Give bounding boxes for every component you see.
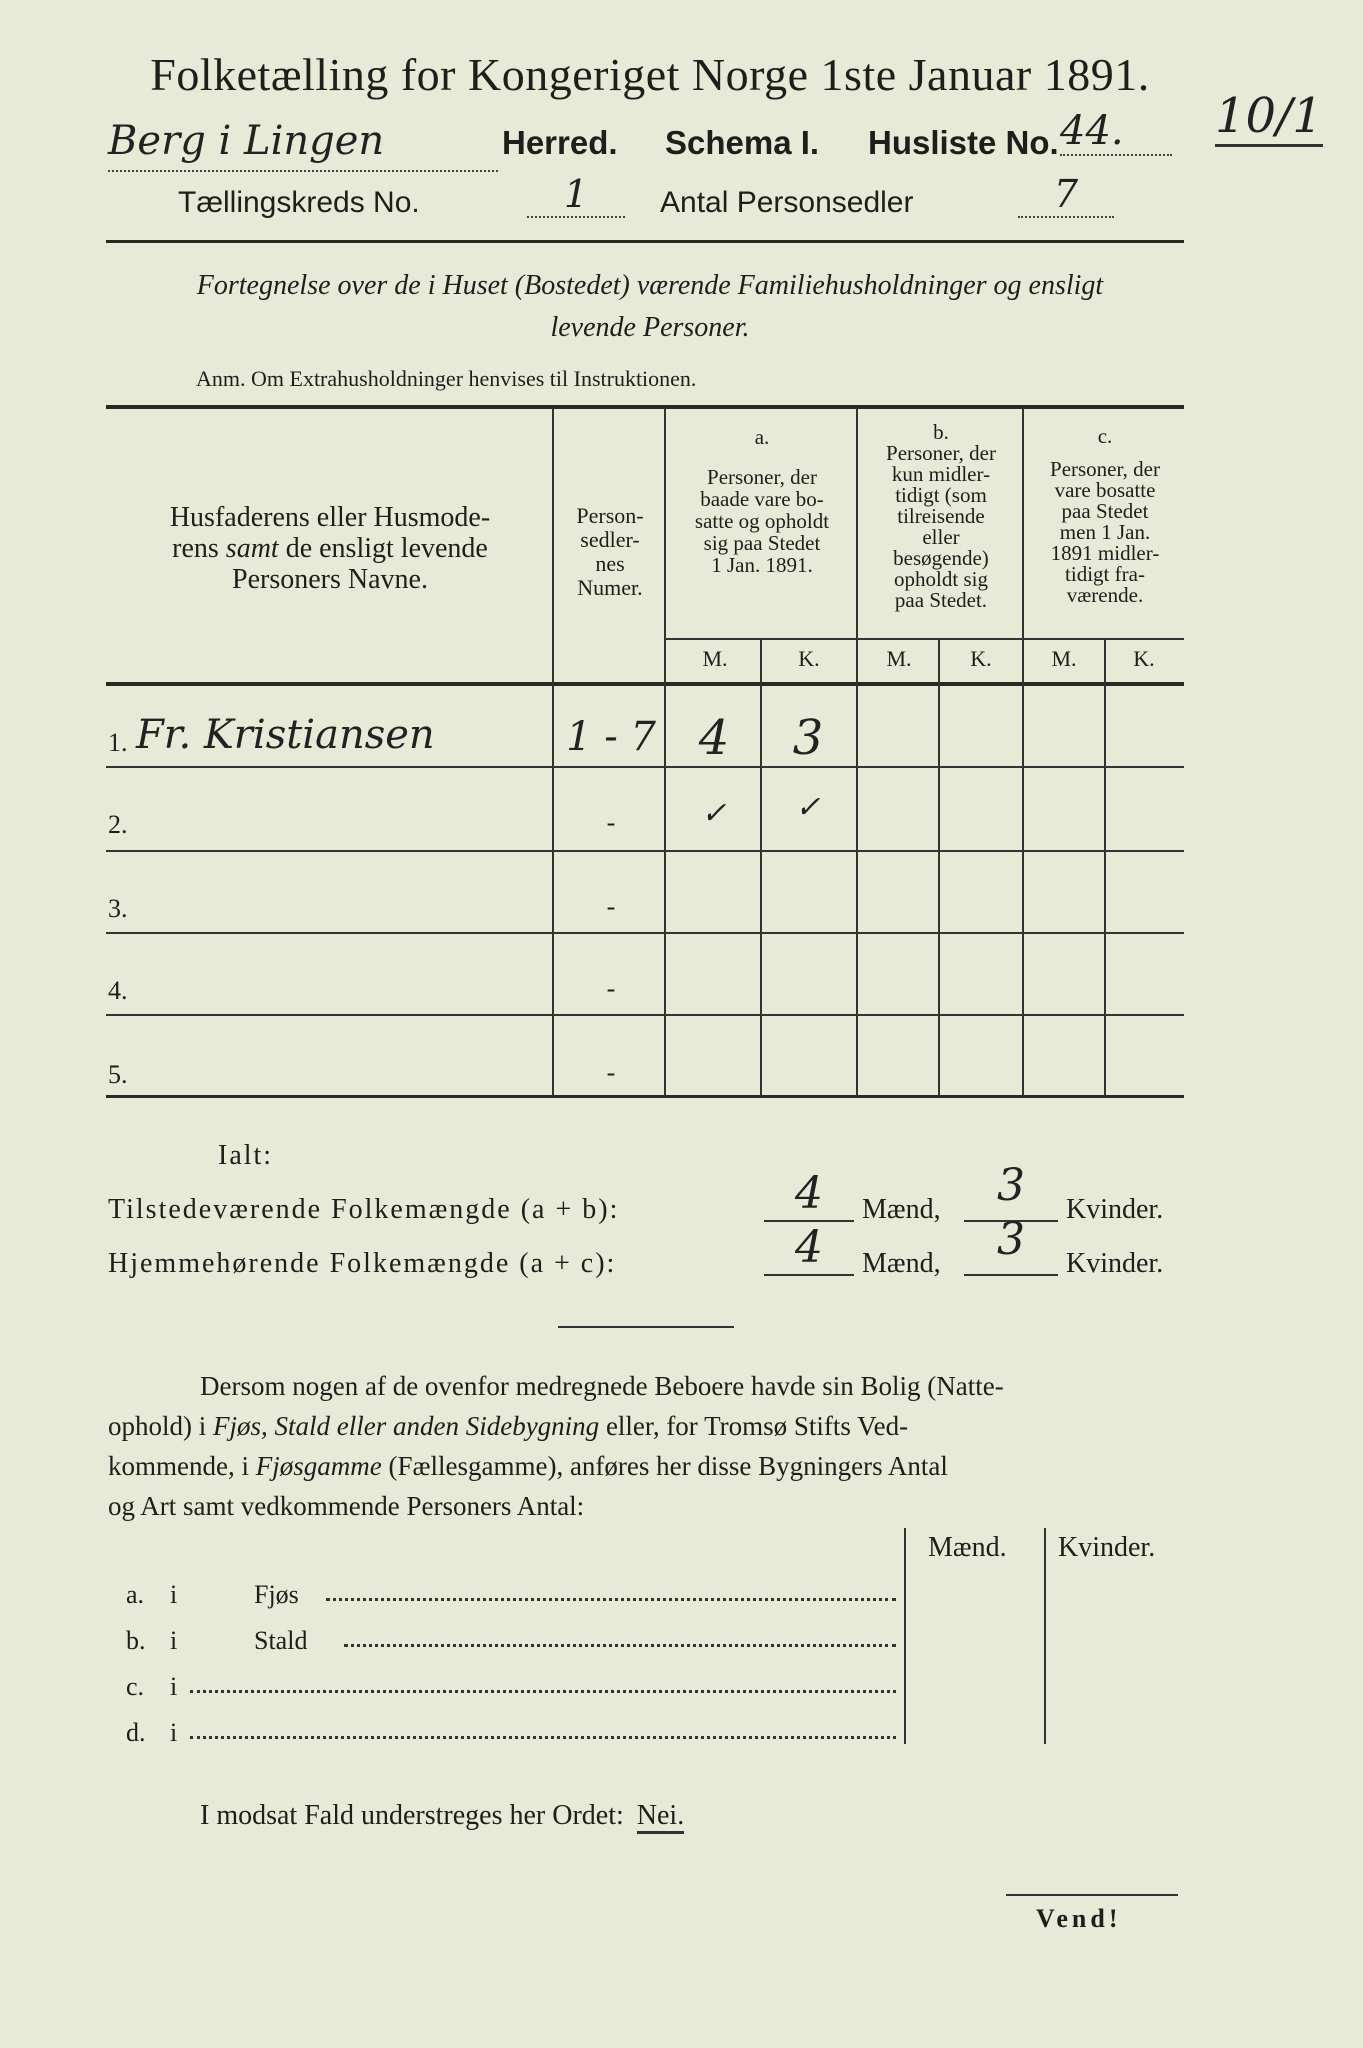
b-k-head: K. <box>970 646 992 671</box>
row-rule-3 <box>106 932 1184 934</box>
ialt-label: Ialt: <box>218 1140 274 1171</box>
row-name: Fr. Kristiansen <box>136 712 435 758</box>
col-head-c: c. Personer, der vare bosatte paa Stedet men 1 Jan. 1891 midler- tidigt fra- værende. <box>1050 424 1160 607</box>
table-bottom-rule <box>106 1095 1184 1098</box>
building-row-d: d. i <box>126 1718 896 1754</box>
antal-label: Antal Personsedler <box>660 186 914 219</box>
vline-numer <box>552 409 554 1095</box>
tilst-kvinder-value: 3 <box>964 1160 1058 1222</box>
buildings-vline-2 <box>1044 1528 1046 1744</box>
hjem-label: Hjemmehørende Folkemængde (a + c): <box>108 1248 617 1279</box>
c-k-head: K. <box>1133 646 1155 671</box>
row-rule-2 <box>106 850 1184 852</box>
buildings-kvinder-head: Kvinder. <box>1058 1532 1156 1563</box>
herred-value: Berg i Lingen <box>108 118 498 172</box>
row-a-k: ✓ <box>795 790 821 825</box>
buildings-vline-1 <box>904 1528 906 1744</box>
col-head-names: Husfaderens eller Husmode- rens samt de ensligt levende Personers Navne. <box>169 502 491 595</box>
row-number: 2. <box>108 810 128 839</box>
row-numer: - <box>606 892 616 921</box>
kreds-value: 1 <box>527 172 625 218</box>
col-head-b: b. Personer, der kun midler- tidigt (som tilreisende eller besøgende) opholdt sig paa Stedet. <box>886 420 996 612</box>
kreds-label: Tællingskreds No. <box>178 186 420 219</box>
buildings-maend-head: Mænd. <box>928 1532 1007 1563</box>
herred-label: Herred. <box>502 124 618 161</box>
form-title: Folketælling for Kongeriget Norge 1ste Januar 1891. <box>150 49 1150 100</box>
vline-a <box>664 409 666 1095</box>
row-number: 5. <box>108 1060 128 1089</box>
building-row-b: b. i Stald <box>126 1626 896 1662</box>
c-m-head: M. <box>1051 646 1077 671</box>
row-a-k: 3 <box>792 710 824 766</box>
building-row-a: a. i Fjøs <box>126 1580 896 1616</box>
buildings-paragraph: Dersom nogen af de ovenfor medregnede Beboere havde sin Bolig (Natte- ophold) i Fjøs, Stald eller anden Sidebygning eller, for Tromsø Stifts Ved- kommende, i Fjøsgamme (Fællesgamme), anføres her disse Bygningers Antal og Art samt vedkommende Personers Antal: <box>108 1371 1004 1521</box>
anm-note: Anm. Om Extrahusholdninger henvises til Instruktionen. <box>196 366 697 391</box>
col-head-a: a. Personer, der baade vare bo- satte og opholdt sig paa Stedet 1 Jan. 1891. <box>694 425 830 577</box>
divider-short <box>558 1326 734 1328</box>
row-number: 4. <box>108 976 128 1005</box>
tilst-maend-value: 4 <box>764 1168 854 1222</box>
intro-line1: Fortegnelse over de i Huset (Bostedet) værende Familiehusholdninger og ensligt <box>196 270 1104 301</box>
vline-c-mk <box>1104 640 1106 1095</box>
building-row-c: c. i <box>126 1672 896 1708</box>
vend-label: Vend! <box>1036 1904 1122 1933</box>
b-m-head: M. <box>886 646 912 671</box>
a-k-head: K. <box>798 646 820 671</box>
row-numer: - <box>606 974 616 1003</box>
tilst-kvinder-label: Kvinder. <box>1066 1194 1164 1225</box>
a-m-head: M. <box>702 646 728 671</box>
husliste-label: Husliste No. <box>868 124 1059 161</box>
row-numer: - <box>606 808 616 837</box>
row-number: 3. <box>108 894 128 923</box>
hjem-kvinder-label: Kvinder. <box>1066 1248 1164 1279</box>
hjem-maend-label: Mænd, <box>862 1248 941 1279</box>
intro-line2: levende Personer. <box>550 312 750 343</box>
row-a-m: ✓ <box>701 796 727 831</box>
husliste-value: 44. <box>1060 108 1172 156</box>
vline-b-mk <box>938 640 940 1095</box>
side-note: 10/1 <box>1215 88 1323 147</box>
vline-b <box>856 409 858 1095</box>
modsat-text: I modsat Fald understreges her Ordet: Nei. <box>200 1800 684 1832</box>
mk-top-rule <box>666 638 1184 640</box>
tilst-label: Tilstedeværende Folkemængde (a + b): <box>108 1194 620 1225</box>
hjem-maend-value: 4 <box>764 1222 854 1276</box>
row-number: 1. <box>108 728 128 757</box>
row-numer: 1 - 7 <box>566 714 656 760</box>
hjem-kvinder-value: 3 <box>964 1214 1058 1276</box>
nei-word: Nei. <box>637 1800 684 1834</box>
header-rule <box>106 240 1184 243</box>
col-head-numer: Person- sedler- nes Numer. <box>576 503 644 600</box>
vend-rule <box>1006 1894 1178 1896</box>
vline-c <box>1022 409 1024 1095</box>
row-rule-4 <box>106 1014 1184 1016</box>
schema-label: Schema I. <box>665 124 820 161</box>
tilst-maend-label: Mænd, <box>862 1194 941 1225</box>
row-a-m: 4 <box>698 710 730 766</box>
antal-value: 7 <box>1018 172 1114 218</box>
row-numer: - <box>606 1058 616 1087</box>
row-rule-1 <box>106 766 1184 768</box>
vline-a-mk <box>760 640 762 1095</box>
